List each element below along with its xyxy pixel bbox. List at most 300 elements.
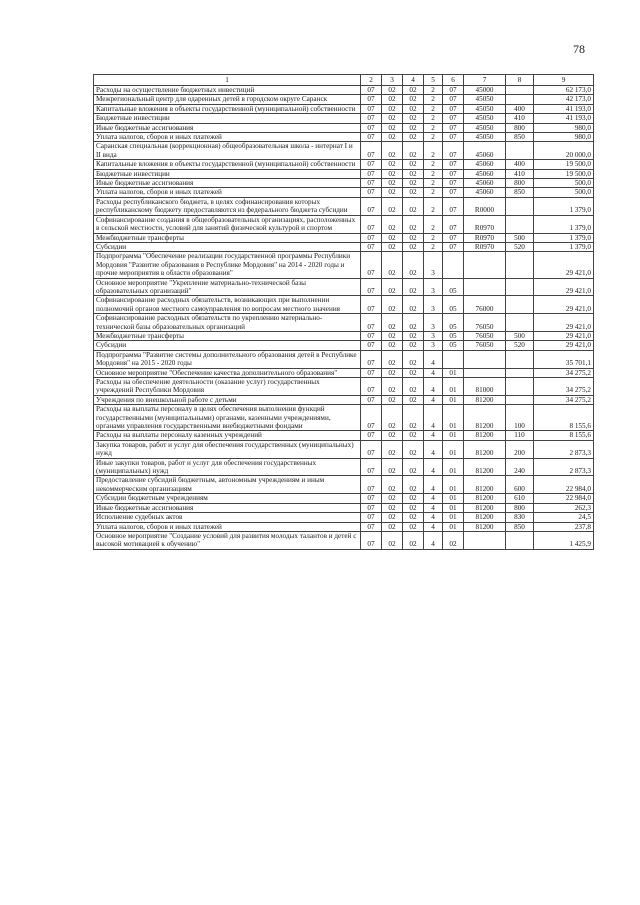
column-header: 7 [464, 75, 506, 86]
table-row [94, 114, 594, 123]
table-row [94, 458, 594, 476]
code-cell: 400 [506, 104, 534, 113]
code-cell [464, 252, 506, 278]
row-name-cell: Капитальные вложения в объекты государственной (муниципальной) собственности [94, 104, 361, 113]
table-row [94, 197, 594, 215]
sum-cell: 29 421,0 [534, 296, 594, 314]
row-name-cell: Иные бюджетные ассигнования [94, 123, 361, 132]
table-row [94, 494, 594, 503]
code-cell: 610 [506, 494, 534, 503]
table-row [94, 405, 594, 431]
code-cell: 02 [403, 341, 424, 350]
code-cell: 81200 [464, 522, 506, 531]
code-cell: R0970 [464, 215, 506, 233]
code-cell: 2 [424, 114, 443, 123]
code-cell: 200 [506, 440, 534, 458]
row-name-cell: Подпрограмма "Обеспечение реализации государственной программы Республики Мордовия "Развитие образования в Республике Мордовия" на 2014 - 2020 годы и прочие мероприятия в области образования" [94, 252, 361, 278]
code-cell: 100 [506, 405, 534, 431]
row-name-cell: Саранская специальная (коррекционная) общеобразовательная школа - интернат I и II вида [94, 142, 361, 160]
code-cell: 4 [424, 476, 443, 494]
row-name-cell: Бюджетные инвестиции [94, 114, 361, 123]
code-cell: 02 [382, 233, 403, 242]
code-cell: 07 [361, 278, 382, 296]
table-row [94, 104, 594, 113]
code-cell: 07 [443, 133, 464, 142]
code-cell: 02 [382, 278, 403, 296]
code-cell: 2 [424, 133, 443, 142]
code-cell: 02 [382, 341, 403, 350]
code-cell: 02 [382, 142, 403, 160]
code-cell: 02 [382, 531, 403, 549]
table-row [94, 378, 594, 396]
code-cell [506, 395, 534, 404]
code-cell: 07 [361, 531, 382, 549]
code-cell: 02 [403, 513, 424, 522]
column-header: 5 [424, 75, 443, 86]
code-cell: 07 [443, 160, 464, 169]
code-cell: 02 [403, 350, 424, 368]
code-cell: 02 [382, 378, 403, 396]
code-cell: 05 [443, 331, 464, 340]
code-cell: 4 [424, 522, 443, 531]
code-cell: 4 [424, 378, 443, 396]
code-cell: 02 [382, 104, 403, 113]
code-cell: 07 [443, 242, 464, 251]
code-cell: 02 [403, 86, 424, 95]
sum-cell: 19 500,0 [534, 160, 594, 169]
sum-cell: 62 173,0 [534, 86, 594, 95]
sum-cell: 29 421,0 [534, 341, 594, 350]
code-cell [506, 215, 534, 233]
row-name-cell: Основное мероприятие "Укрепление материально-технической базы образовательных организаций" [94, 278, 361, 296]
sum-cell: 980,0 [534, 133, 594, 142]
code-cell: 410 [506, 169, 534, 178]
code-cell: 4 [424, 503, 443, 512]
code-cell: 01 [443, 476, 464, 494]
code-cell: 76050 [464, 341, 506, 350]
code-cell [506, 350, 534, 368]
code-cell: 02 [403, 368, 424, 377]
code-cell: 01 [443, 494, 464, 503]
code-cell: 3 [424, 296, 443, 314]
table-row [94, 169, 594, 178]
code-cell: 02 [382, 123, 403, 132]
sum-cell: 41 193,0 [534, 104, 594, 113]
code-cell: 07 [361, 86, 382, 95]
row-name-cell: Расходы на выплаты персоналу казенных учреждений [94, 431, 361, 440]
code-cell: 830 [506, 513, 534, 522]
code-cell: 02 [403, 531, 424, 549]
code-cell: 02 [403, 522, 424, 531]
row-name-cell: Уплата налогов, сборов и иных платежей [94, 188, 361, 197]
code-cell: 07 [361, 242, 382, 251]
code-cell: 240 [506, 458, 534, 476]
code-cell [506, 95, 534, 104]
sum-cell: 237,8 [534, 522, 594, 531]
code-cell: 07 [361, 314, 382, 332]
code-cell: 02 [403, 169, 424, 178]
code-cell: 07 [361, 513, 382, 522]
code-cell: 02 [382, 458, 403, 476]
code-cell: 45050 [464, 133, 506, 142]
code-cell: 02 [403, 197, 424, 215]
row-name-cell: Межбюджетные трансферты [94, 233, 361, 242]
code-cell: 2 [424, 95, 443, 104]
sum-cell: 8 155,6 [534, 431, 594, 440]
code-cell: 07 [361, 440, 382, 458]
sum-cell: 20 000,0 [534, 142, 594, 160]
code-cell [506, 86, 534, 95]
code-cell: 45060 [464, 169, 506, 178]
code-cell: 02 [403, 503, 424, 512]
table-row [94, 395, 594, 404]
table-row [94, 242, 594, 251]
code-cell: 07 [443, 179, 464, 188]
code-cell: 45000 [464, 86, 506, 95]
code-cell: 02 [382, 169, 403, 178]
code-cell: 45050 [464, 95, 506, 104]
code-cell [464, 350, 506, 368]
code-cell: 02 [403, 405, 424, 431]
code-cell: 81200 [464, 395, 506, 404]
code-cell: 02 [403, 458, 424, 476]
code-cell: 45050 [464, 104, 506, 113]
code-cell: 02 [403, 476, 424, 494]
code-cell: 05 [443, 314, 464, 332]
code-cell: 05 [443, 341, 464, 350]
code-cell: 07 [361, 142, 382, 160]
code-cell: 2 [424, 242, 443, 251]
code-cell [506, 142, 534, 160]
budget-table [93, 74, 594, 550]
table-row [94, 252, 594, 278]
code-cell: 2 [424, 123, 443, 132]
code-cell: R0970 [464, 233, 506, 242]
row-name-cell: Учреждения по внешкольной работе с детьми [94, 395, 361, 404]
code-cell: 2 [424, 197, 443, 215]
code-cell: 02 [382, 431, 403, 440]
code-cell: 02 [403, 233, 424, 242]
code-cell [464, 278, 506, 296]
code-cell: 02 [382, 476, 403, 494]
code-cell [506, 252, 534, 278]
code-cell: 07 [361, 95, 382, 104]
code-cell: 4 [424, 405, 443, 431]
code-cell: 07 [443, 188, 464, 197]
code-cell: 07 [361, 331, 382, 340]
code-cell: 02 [403, 188, 424, 197]
column-header: 8 [506, 75, 534, 86]
sum-cell: 500,0 [534, 179, 594, 188]
table-row [94, 476, 594, 494]
row-name-cell: Исполнение судебных актов [94, 513, 361, 522]
code-cell: 07 [361, 522, 382, 531]
code-cell: 81200 [464, 513, 506, 522]
code-cell: 3 [424, 341, 443, 350]
sum-cell: 34 275,2 [534, 395, 594, 404]
code-cell: 02 [403, 95, 424, 104]
code-cell: 02 [403, 331, 424, 340]
code-cell: 02 [382, 440, 403, 458]
table-row [94, 513, 594, 522]
code-cell [443, 252, 464, 278]
sum-cell: 262,3 [534, 503, 594, 512]
table-row [94, 296, 594, 314]
table-row [94, 522, 594, 531]
code-cell: 07 [443, 233, 464, 242]
code-cell: 07 [361, 378, 382, 396]
code-cell: 2 [424, 179, 443, 188]
row-name-cell: Закупка товаров, работ и услуг для обеспечения государственных (муниципальных) нужд [94, 440, 361, 458]
column-header: 2 [361, 75, 382, 86]
code-cell: 07 [361, 341, 382, 350]
code-cell: 02 [382, 395, 403, 404]
code-cell: 07 [361, 169, 382, 178]
code-cell: 410 [506, 114, 534, 123]
code-cell: 07 [361, 252, 382, 278]
code-cell: 02 [403, 395, 424, 404]
code-cell: 02 [382, 188, 403, 197]
code-cell: 07 [443, 215, 464, 233]
code-cell: 3 [424, 314, 443, 332]
code-cell: 07 [361, 179, 382, 188]
sum-cell: 29 421,0 [534, 252, 594, 278]
code-cell: 02 [403, 133, 424, 142]
code-cell: 800 [506, 503, 534, 512]
code-cell: 02 [403, 278, 424, 296]
sum-cell: 8 155,6 [534, 405, 594, 431]
code-cell: 07 [443, 114, 464, 123]
sum-cell: 2 873,3 [534, 440, 594, 458]
code-cell: 600 [506, 476, 534, 494]
code-cell: 02 [403, 104, 424, 113]
code-cell: 02 [403, 142, 424, 160]
code-cell: 02 [382, 314, 403, 332]
code-cell [506, 296, 534, 314]
code-cell: 4 [424, 513, 443, 522]
code-cell: 02 [382, 133, 403, 142]
table-header-row [94, 75, 594, 86]
table-row [94, 86, 594, 95]
code-cell: 81200 [464, 405, 506, 431]
code-cell: 07 [443, 86, 464, 95]
row-name-cell: Субсидии [94, 341, 361, 350]
code-cell: 02 [403, 114, 424, 123]
code-cell: 850 [506, 522, 534, 531]
code-cell: 07 [361, 431, 382, 440]
code-cell [464, 531, 506, 549]
code-cell [464, 368, 506, 377]
code-cell: 520 [506, 341, 534, 350]
sum-cell: 1 379,0 [534, 242, 594, 251]
code-cell: 02 [382, 331, 403, 340]
code-cell: 81000 [464, 378, 506, 396]
row-name-cell: Расходы республиканского бюджета, в целях софинансирования которых республиканскому бюджету предоставляются из федерального бюджета субсидии [94, 197, 361, 215]
code-cell: 07 [361, 296, 382, 314]
code-cell: 07 [361, 350, 382, 368]
code-cell: 800 [506, 123, 534, 132]
code-cell: 76000 [464, 296, 506, 314]
sum-cell: 22 984,0 [534, 494, 594, 503]
code-cell: 01 [443, 405, 464, 431]
code-cell [443, 350, 464, 368]
row-name-cell: Подпрограмма "Развитие системы дополнительного образования детей в Республике Мордовия" на 2015 - 2020 годы [94, 350, 361, 368]
table-row [94, 503, 594, 512]
sum-cell: 34 275,2 [534, 378, 594, 396]
code-cell: 07 [443, 197, 464, 215]
sum-cell: 29 421,0 [534, 314, 594, 332]
sum-cell: 2 873,3 [534, 458, 594, 476]
code-cell: 07 [443, 142, 464, 160]
table-row [94, 160, 594, 169]
sum-cell: 22 984,0 [534, 476, 594, 494]
code-cell: 02 [382, 503, 403, 512]
table-row [94, 431, 594, 440]
code-cell: 45060 [464, 188, 506, 197]
table-row [94, 133, 594, 142]
code-cell: 07 [361, 197, 382, 215]
row-name-cell: Расходы на осуществление бюджетных инвестиций [94, 86, 361, 95]
table-row [94, 233, 594, 242]
table-row [94, 331, 594, 340]
table-row [94, 215, 594, 233]
sum-cell: 42 173,0 [534, 95, 594, 104]
code-cell: 81200 [464, 440, 506, 458]
code-cell: 76050 [464, 314, 506, 332]
code-cell: 4 [424, 350, 443, 368]
sum-cell: 1 379,0 [534, 197, 594, 215]
sum-cell: 29 421,0 [534, 331, 594, 340]
code-cell: 07 [361, 104, 382, 113]
code-cell: 07 [361, 395, 382, 404]
sum-cell: 41 193,0 [534, 114, 594, 123]
code-cell: 4 [424, 458, 443, 476]
code-cell: 02 [382, 197, 403, 215]
code-cell: 02 [403, 494, 424, 503]
row-name-cell: Расходы на выплаты персоналу в целях обеспечения выполнения функций государственными (муниципальными) органами, казенными учреждениями, органами управления государственными внебюджетными фондами [94, 405, 361, 431]
row-name-cell: Софинансирование создания в общеобразовательных организациях, расположенных в сельской местности, условий для занятий физической культурой и спортом [94, 215, 361, 233]
sum-cell: 24,5 [534, 513, 594, 522]
code-cell: 01 [443, 395, 464, 404]
code-cell: 02 [382, 252, 403, 278]
row-name-cell: Субсидии бюджетным учреждениям [94, 494, 361, 503]
sum-cell: 980,0 [534, 123, 594, 132]
row-name-cell: Межбюджетные трансферты [94, 331, 361, 340]
table-row [94, 531, 594, 549]
budget-table-body [94, 86, 594, 550]
row-name-cell: Капитальные вложения в объекты государственной (муниципальной) собственности [94, 160, 361, 169]
code-cell: 07 [361, 133, 382, 142]
code-cell: 02 [382, 86, 403, 95]
code-cell: 07 [361, 503, 382, 512]
column-header: 4 [403, 75, 424, 86]
code-cell: 4 [424, 440, 443, 458]
code-cell: 81200 [464, 476, 506, 494]
code-cell: 02 [403, 314, 424, 332]
code-cell: 45060 [464, 179, 506, 188]
code-cell: 45060 [464, 142, 506, 160]
code-cell [506, 278, 534, 296]
code-cell: R0000 [464, 197, 506, 215]
table-row [94, 95, 594, 104]
table-row [94, 142, 594, 160]
code-cell: 02 [382, 494, 403, 503]
code-cell: 02 [382, 350, 403, 368]
code-cell: 4 [424, 494, 443, 503]
sum-cell: 1 379,0 [534, 215, 594, 233]
code-cell: 850 [506, 133, 534, 142]
code-cell: R0970 [464, 242, 506, 251]
table-row [94, 278, 594, 296]
column-header: 1 [94, 75, 361, 86]
code-cell [506, 314, 534, 332]
code-cell: 02 [403, 252, 424, 278]
code-cell: 01 [443, 440, 464, 458]
code-cell: 07 [361, 476, 382, 494]
code-cell: 01 [443, 503, 464, 512]
row-name-cell: Софинансирование расходных обязательств по укреплению материально-технической базы образовательных организаций [94, 314, 361, 332]
row-name-cell: Иные закупки товаров, работ и услуг для обеспечения государственных (муниципальных) нужд [94, 458, 361, 476]
code-cell: 07 [361, 368, 382, 377]
code-cell: 02 [382, 215, 403, 233]
code-cell: 02 [382, 522, 403, 531]
row-name-cell: Уплата налогов, сборов и иных платежей [94, 522, 361, 531]
code-cell [506, 378, 534, 396]
code-cell: 07 [361, 188, 382, 197]
code-cell: 3 [424, 252, 443, 278]
table-row [94, 440, 594, 458]
code-cell: 02 [403, 431, 424, 440]
code-cell: 07 [361, 123, 382, 132]
page-number: 78 [573, 42, 585, 56]
code-cell: 02 [403, 440, 424, 458]
code-cell: 02 [403, 179, 424, 188]
code-cell: 07 [361, 233, 382, 242]
code-cell: 02 [382, 160, 403, 169]
row-name-cell: Основное мероприятие "Создание условий для развития молодых талантов и детей с высокой мотивацией к обучению" [94, 531, 361, 549]
code-cell: 4 [424, 431, 443, 440]
code-cell: 05 [443, 278, 464, 296]
code-cell: 2 [424, 215, 443, 233]
table-row [94, 123, 594, 132]
row-name-cell: Бюджетные инвестиции [94, 169, 361, 178]
row-name-cell: Межрегиональный центр для одаренных детей в городском округе Саранск [94, 95, 361, 104]
code-cell: 02 [403, 296, 424, 314]
code-cell: 3 [424, 331, 443, 340]
sum-cell: 1 425,9 [534, 531, 594, 549]
sum-cell: 35 701,1 [534, 350, 594, 368]
column-header: 6 [443, 75, 464, 86]
sum-cell: 34 275,2 [534, 368, 594, 377]
code-cell: 07 [361, 114, 382, 123]
code-cell: 81200 [464, 458, 506, 476]
code-cell: 2 [424, 86, 443, 95]
code-cell: 01 [443, 458, 464, 476]
code-cell: 4 [424, 531, 443, 549]
code-cell: 2 [424, 169, 443, 178]
code-cell: 2 [424, 142, 443, 160]
code-cell: 02 [403, 160, 424, 169]
code-cell: 02 [382, 95, 403, 104]
code-cell: 01 [443, 522, 464, 531]
column-header: 9 [534, 75, 594, 86]
column-header: 3 [382, 75, 403, 86]
code-cell [506, 368, 534, 377]
sum-cell: 29 421,0 [534, 278, 594, 296]
code-cell: 01 [443, 368, 464, 377]
code-cell: 76050 [464, 331, 506, 340]
code-cell: 07 [443, 123, 464, 132]
